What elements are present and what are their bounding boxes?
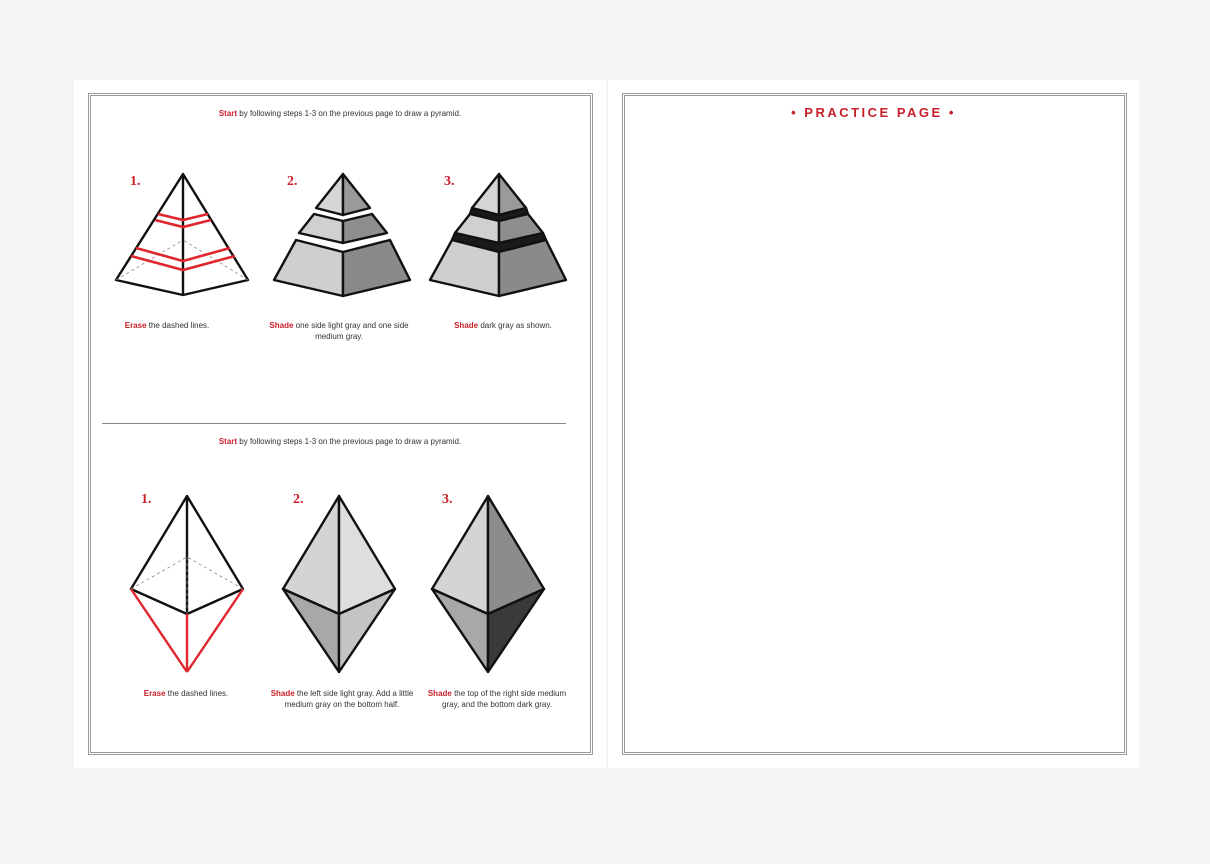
section2-step3 — [427, 492, 580, 709]
right-page-frame — [622, 93, 1127, 755]
step-number: 2. — [287, 174, 298, 189]
right-page — [608, 80, 1139, 768]
section1-step1 — [112, 170, 262, 330]
section2-step1 — [129, 492, 279, 698]
step-caption: Shade the left side light gray. Add a little medium gray on the bottom half. — [270, 689, 414, 709]
octahedron-step3-drawing — [430, 492, 560, 682]
tiered-pyramid-step2-drawing — [272, 170, 422, 310]
octahedron-step1-drawing — [129, 492, 259, 682]
section1-step2 — [269, 170, 422, 341]
octahedron-step2-drawing — [281, 492, 411, 682]
left-page — [74, 80, 606, 768]
step-caption: Shade one side light gray and one side medium gray. — [269, 321, 409, 341]
section2-step2 — [270, 492, 431, 709]
step-number: 1. — [130, 174, 141, 189]
practice-page-title: • PRACTICE PAGE • — [791, 105, 956, 120]
section1-step3 — [428, 170, 578, 330]
step-number: 2. — [293, 492, 304, 507]
step-number: 3. — [442, 492, 453, 507]
step-caption: Shade dark gray as shown. — [454, 321, 552, 330]
step-caption: Erase the dashed lines. — [143, 689, 229, 698]
step-caption: Shade the top of the right side medium gray, and the bottom dark gray. — [427, 689, 567, 709]
section-divider — [102, 423, 566, 424]
step-number: 3. — [444, 174, 455, 189]
section1-intro: Start by following steps 1-3 on the previous page to draw a pyramid. — [218, 109, 462, 118]
tiered-pyramid-step1-drawing — [112, 170, 262, 310]
section2-intro: Start by following steps 1-3 on the previous page to draw a pyramid. — [218, 437, 462, 446]
step-caption: Erase the dashed lines. — [124, 321, 210, 330]
tiered-pyramid-step3-drawing — [428, 170, 578, 310]
step-number: 1. — [141, 492, 152, 507]
